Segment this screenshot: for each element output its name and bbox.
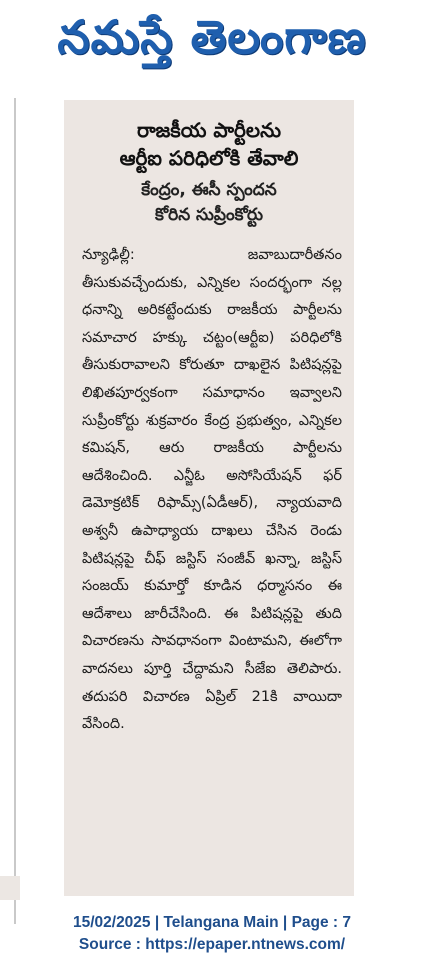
adjacent-clip-edge bbox=[0, 876, 20, 900]
article-headline bbox=[64, 116, 354, 172]
subhead-line-2: కోరిన సుప్రీంకోర్టు bbox=[154, 205, 263, 225]
clip-footer bbox=[0, 912, 424, 956]
subhead-line-1: కేంద్రం, ఈసీ స్పందన bbox=[141, 180, 277, 200]
column-divider bbox=[14, 98, 16, 924]
newspaper-title: నమస్తే తెలంగాణ bbox=[57, 10, 367, 64]
headline-line-1: రాజకీయ పార్టీలను bbox=[136, 118, 282, 142]
news-clipping bbox=[64, 100, 354, 896]
publication-info: 15/02/2025 | Telangana Main | Page : 7 bbox=[72, 914, 352, 931]
masthead bbox=[0, 0, 424, 86]
article-subheadline bbox=[64, 178, 354, 228]
source-link[interactable]: Source : https://epaper.ntnews.com/ bbox=[78, 936, 346, 953]
article-body: న్యూఢిల్లీ: జవాబుదారీతనం తీసుకువచ్చేందుకు, ఎన్నికల సందర్భంగా నల్ల ధనాన్ని అరికట్టేందుకు రాజకీయ పార్టీలను సమాచార హక్కు చట్టం(ఆర్టీఐ) పరిధిలోకి తీసుకురావాలని కోరుతూ దాఖలైన పిటిషన్లపై లిఖితపూర్వకంగా సమాధానం ఇవ్వాలని సుప్రీంకోర్టు శుక్రవారం కేంద్ర ప్రభుత్వం, ఎన్నికల కమిషన్, ఆరు రాజకీయ పార్టీలను ఆదేశించింది. ఎన్జీఓ అసోసియేషన్ ఫర్ డెమోక్రటిక్ రిఫామ్స్(ఏడీఆర్), న్యాయవాది అశ్వనీ ఉపాధ్యాయ దాఖలు చేసిన రెండు పిటిషన్లపై చీఫ్ జస్టిస్ సంజీవ్ ఖన్నా, జస్టిస్ సంజయ్ కుమార్తో కూడిన ధర్మాసనం ఈ ఆదేశాలు జారీచేసింది. ఈ పిటిషన్లపై తుది విచారణను సావధానంగా వింటామని, ఈలోగా వాదనలు పూర్తి చేద్దామని సీజేఐ తెలిపారు. తదుపరి విచారణ ఏప్రిల్ 21కి వాయిదా వేసింది. bbox=[82, 247, 342, 733]
headline-line-2: ఆర్టీఐ పరిధిలోకి తేవాలి bbox=[119, 146, 299, 170]
